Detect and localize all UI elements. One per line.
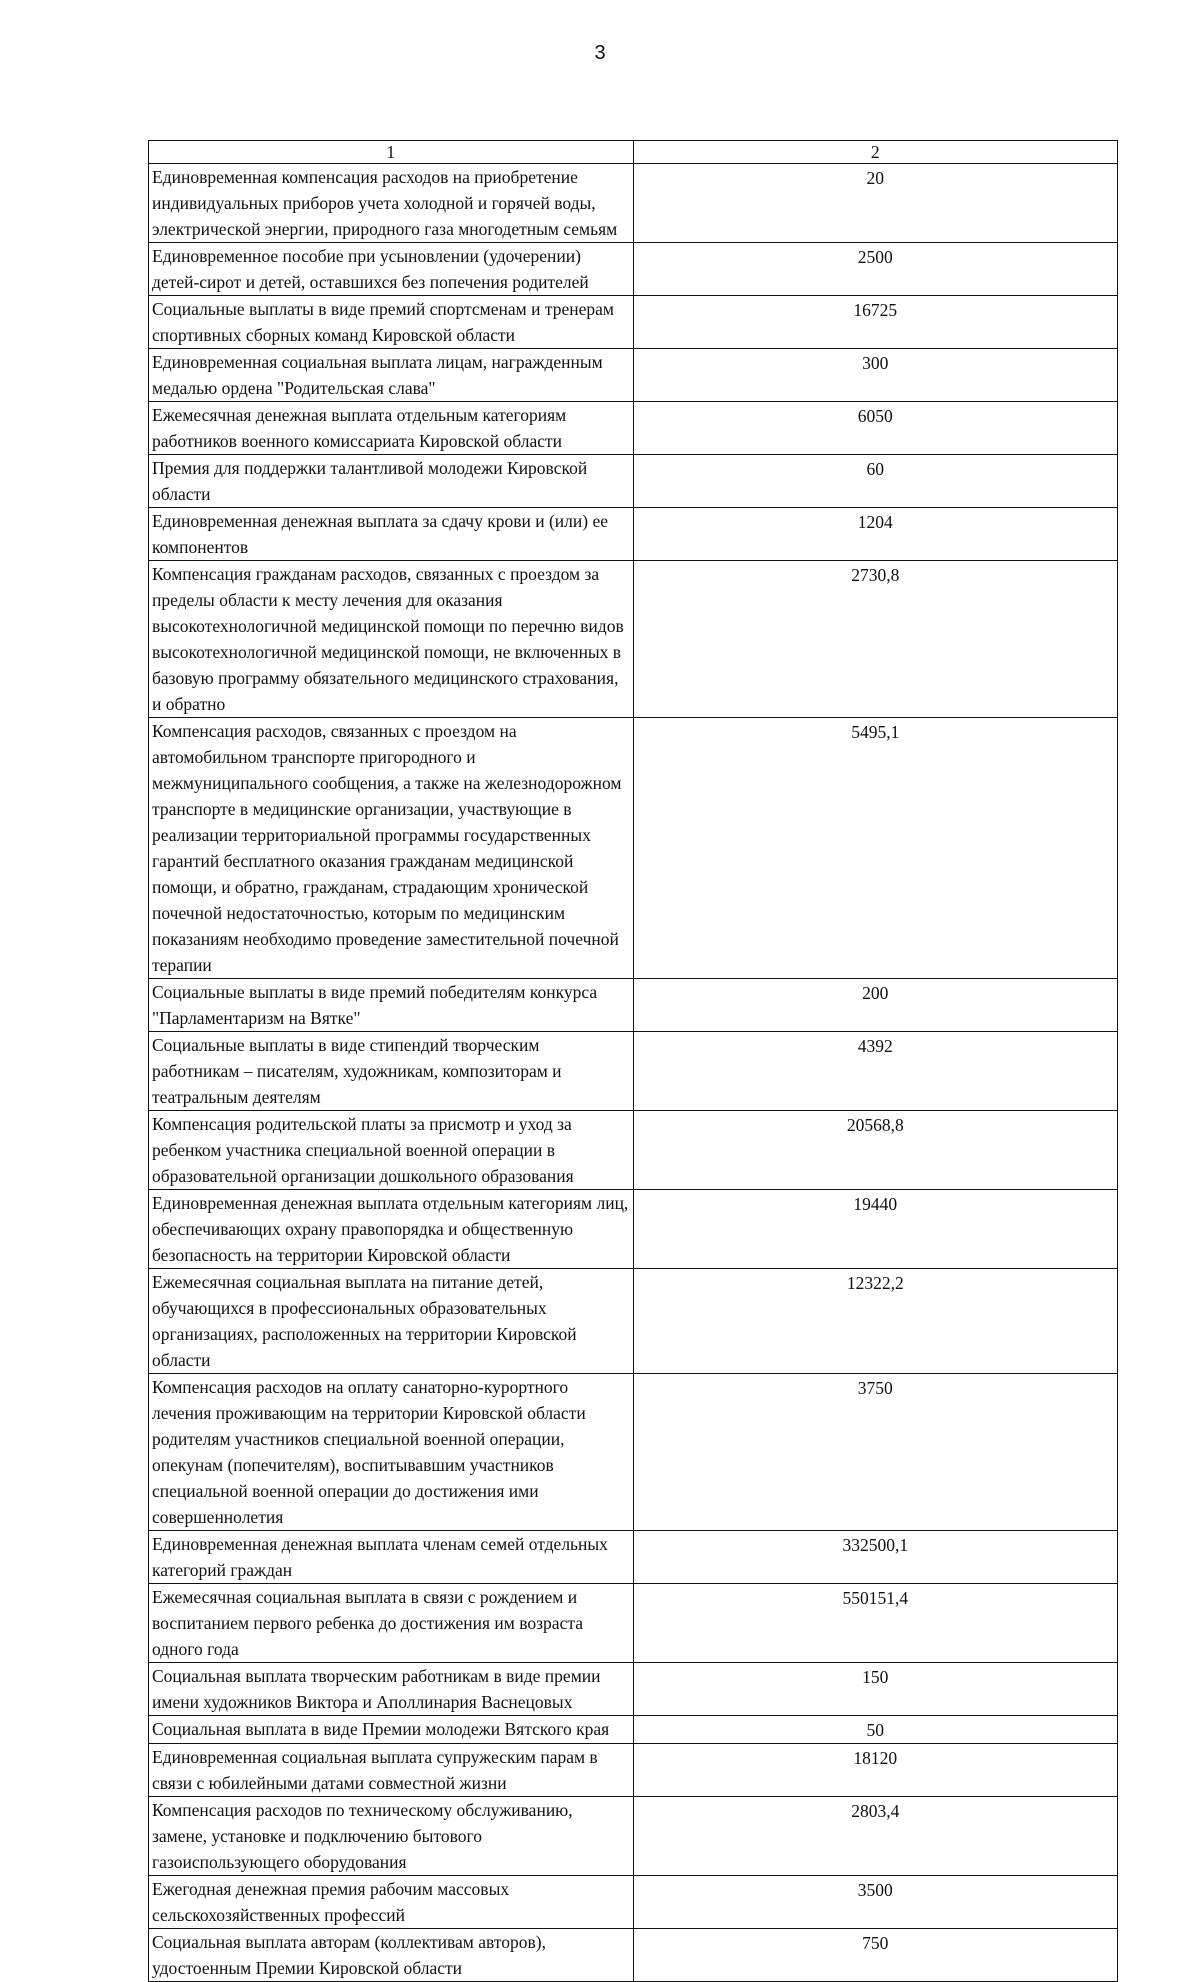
payment-amount: 332500,1 [633,1531,1118,1584]
table-row [149,1531,1118,1584]
payment-description: Единовременная социальная выплата супружеским парам в связи с юбилейными датами совместной жизни [149,1744,634,1797]
payment-amount: 300 [633,349,1118,402]
payment-description: Компенсация расходов, связанных с проездом на автомобильном транспорте пригородного и межмуниципального сообщения, а также на железнодорожном транспорте в медицинские организации, участвующие в реализации территориальной программы государственных гарантий бесплатного оказания гражданам медицинской помощи, и обратно, гражданам, страдающим хронической почечной недостаточностью, которым по медицинским показаниям необходимо проведение заместительной почечной терапии [149,718,634,979]
payment-amount: 4392 [633,1032,1118,1111]
table-body [149,141,1118,1982]
table-row [149,296,1118,349]
payment-description: Социальная выплата творческим работникам в виде премии имени художников Виктора и Аполлинария Васнецовых [149,1663,634,1716]
table-row [149,561,1118,718]
table-row [149,1111,1118,1190]
payments-table [148,140,1118,1982]
payment-description: Компенсация расходов на оплату санаторно-курортного лечения проживающим на территории Кировской области родителям участников специальной военной операции, опекунам (попечителям), воспитывавшим участников специальной военной операции до достижения ими совершеннолетия [149,1374,634,1531]
payment-description: Ежемесячная денежная выплата отдельным категориям работников военного комиссариата Кировской области [149,402,634,455]
payment-amount: 19440 [633,1190,1118,1269]
payment-amount: 750 [633,1929,1118,1982]
payment-description: Единовременная денежная выплата отдельным категориям лиц, обеспечивающих охрану правопорядка и общественную безопасность на территории Кировской области [149,1190,634,1269]
payment-amount: 20568,8 [633,1111,1118,1190]
payment-description: Компенсация родительской платы за присмотр и уход за ребенком участника специальной военной операции в образовательной организации дошкольного образования [149,1111,634,1190]
table-row [149,1876,1118,1929]
payment-description: Ежемесячная социальная выплата в связи с рождением и воспитанием первого ребенка до достижения им возраста одного года [149,1584,634,1663]
payment-amount: 5495,1 [633,718,1118,979]
payment-amount: 2803,4 [633,1797,1118,1876]
payment-amount: 12322,2 [633,1269,1118,1374]
payment-amount: 18120 [633,1744,1118,1797]
payment-description: Единовременная денежная выплата членам семей отдельных категорий граждан [149,1531,634,1584]
table-row [149,1744,1118,1797]
payment-amount: 6050 [633,402,1118,455]
payment-description: Ежегодная денежная премия рабочим массовых сельскохозяйственных профессий [149,1876,634,1929]
table-row [149,1584,1118,1663]
payment-amount: 16725 [633,296,1118,349]
payment-description: Компенсация гражданам расходов, связанных с проездом за пределы области к месту лечения для оказания высокотехнологичной медицинской помощи по перечню видов высокотехнологичной медицинской помощи, не включенных в базовую программу обязательного медицинского страхования, и обратно [149,561,634,718]
payment-description: Социальные выплаты в виде премий победителям конкурса "Парламентаризм на Вятке" [149,979,634,1032]
table-row [149,243,1118,296]
table-row [149,1929,1118,1982]
payment-amount: 150 [633,1663,1118,1716]
payment-description: Компенсация расходов по техническому обслуживанию, замене, установке и подключению бытового газоиспользующего оборудования [149,1797,634,1876]
column-header-2: 2 [633,141,1118,164]
payment-description: Социальные выплаты в виде стипендий творческим работникам – писателям, художникам, композиторам и театральным деятелям [149,1032,634,1111]
table-row [149,164,1118,243]
payment-amount: 200 [633,979,1118,1032]
column-header-1: 1 [149,141,634,164]
table-row [149,1374,1118,1531]
table-header-row [149,141,1118,164]
page-number: 3 [594,42,606,64]
payment-description: Социальные выплаты в виде премий спортсменам и тренерам спортивных сборных команд Кировской области [149,296,634,349]
payment-description: Единовременное пособие при усыновлении (удочерении) детей-сирот и детей, оставшихся без попечения родителей [149,243,634,296]
payment-description: Ежемесячная социальная выплата на питание детей, обучающихся в профессиональных образовательных организациях, расположенных на территории Кировской области [149,1269,634,1374]
table-row [149,718,1118,979]
payment-amount: 2730,8 [633,561,1118,718]
table-row [149,508,1118,561]
payment-description: Единовременная денежная выплата за сдачу крови и (или) ее компонентов [149,508,634,561]
table-row [149,349,1118,402]
payment-description: Социальная выплата в виде Премии молодежи Вятского края [149,1716,634,1744]
payment-amount: 60 [633,455,1118,508]
payment-amount: 50 [633,1716,1118,1744]
table-row [149,979,1118,1032]
table-row [149,455,1118,508]
table-row [149,1797,1118,1876]
payment-amount: 3500 [633,1876,1118,1929]
payment-amount: 20 [633,164,1118,243]
payment-amount: 1204 [633,508,1118,561]
payment-description: Премия для поддержки талантливой молодежи Кировской области [149,455,634,508]
payment-amount: 2500 [633,243,1118,296]
table-row [149,1663,1118,1716]
table-row [149,1190,1118,1269]
payment-description: Социальная выплата авторам (коллективам авторов), удостоенным Премии Кировской области [149,1929,634,1982]
payment-amount: 3750 [633,1374,1118,1531]
table-row [149,1716,1118,1744]
table-row [149,1269,1118,1374]
payment-amount: 550151,4 [633,1584,1118,1663]
payment-description: Единовременная социальная выплата лицам, награжденным медалью ордена "Родительская слава" [149,349,634,402]
table-row [149,1032,1118,1111]
payment-description: Единовременная компенсация расходов на приобретение индивидуальных приборов учета холодной и горячей воды, электрической энергии, природного газа многодетным семьям [149,164,634,243]
table-row [149,402,1118,455]
